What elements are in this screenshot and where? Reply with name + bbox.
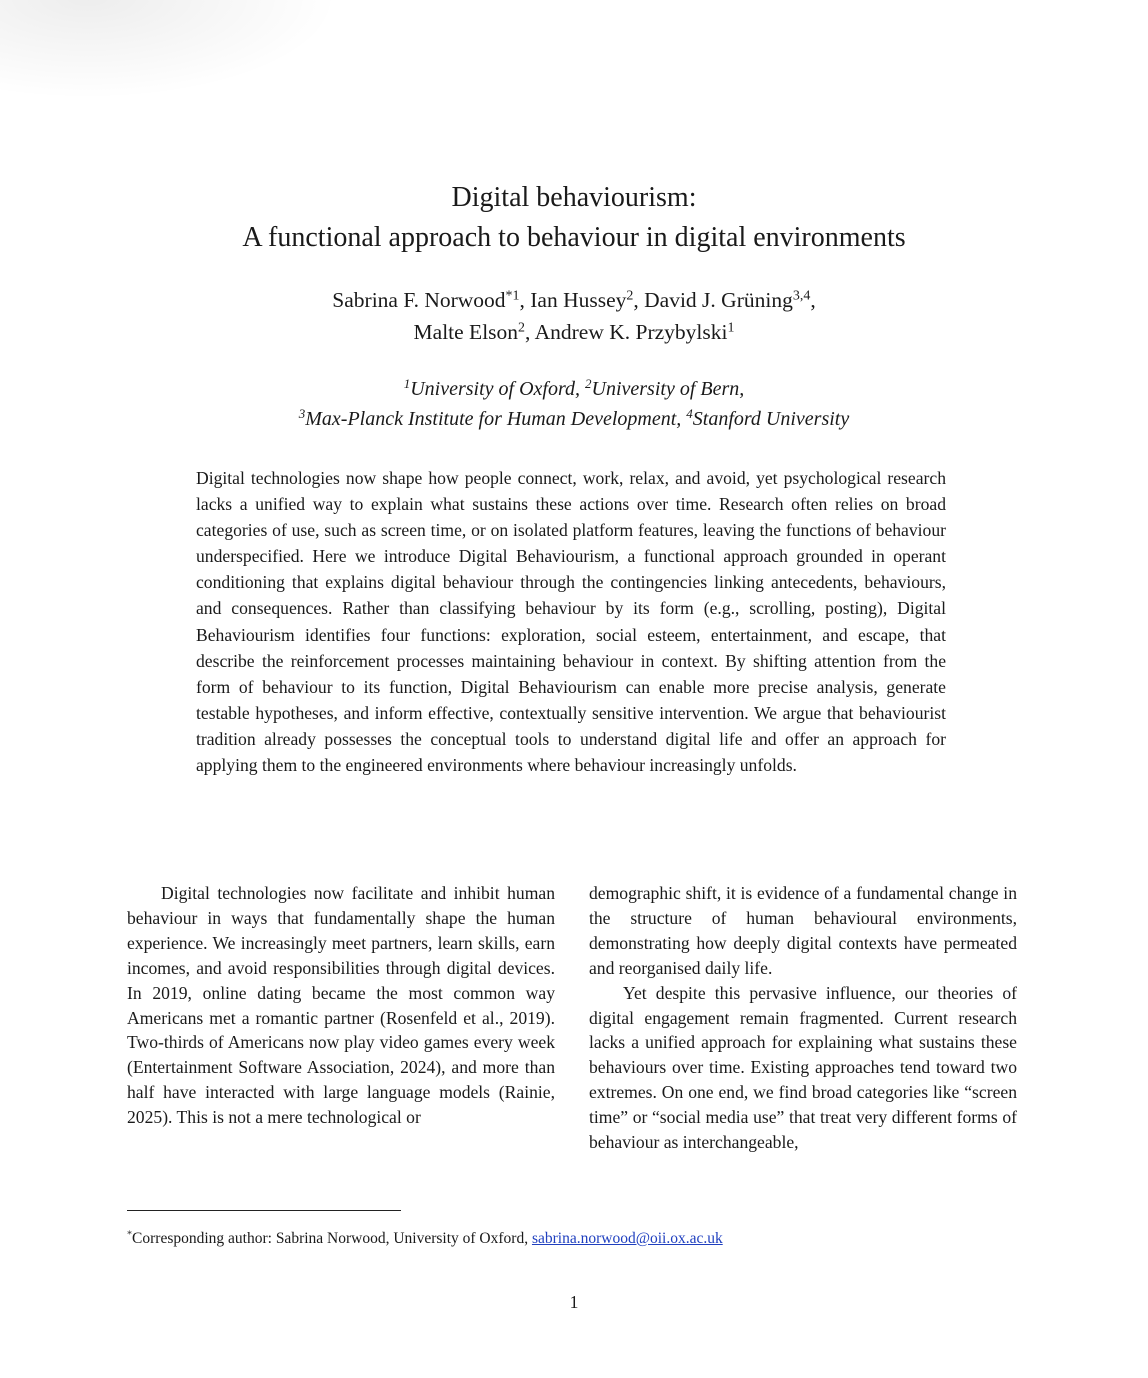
author-list: Sabrina F. Norwood$^{*1}$, Ian Hussey$^2$, David J. Grüning$^{3,4}$, Malte Elson$^2$, Andrew K. Przybylski$^1$ <box>332 288 816 344</box>
affil-name: University of Bern <box>591 378 740 400</box>
author-sup: 2 <box>626 288 634 304</box>
abstract: Digital technologies now shape how people connect, work, relax, and avoid, yet psychological research lacks a unified way to explain what sustains these actions over time. Research often relies on broad categories of use, such as screen time, or on isolated platform features, leaving the functions of behaviour underspecified. Here we introduce Digital Behaviourism, a functional approach grounded in operant conditioning that explains digital behaviour through the contingencies linking antecedents, behaviours, and consequences. Rather than classifying behaviour by its form (e.g., scrolling, posting), Digital Behaviourism identifies four functions: exploration, social esteem, entertainment, and escape, that describe the reinforcement processes maintaining behaviour in context. By shifting attention from the form of behaviour to its function, Digital Behaviourism can enable more precise analysis, generate testable hypotheses, and inform effective, contextually sensitive intervention. We argue that behaviourist tradition already possesses the conceptual tools to understand digital life and offer an approach for applying them to the engineered environments where behaviour increasingly unfolds. <box>196 468 946 776</box>
affil-name: University of Oxford <box>410 378 576 400</box>
body-paragraph: Yet despite this pervasive influence, our theories of digital engagement remain fragmented. Current research lacks a unified approach for explaining what sustains these behaviours over time. Existing approaches tend toward two extremes. On one end, we find broad categories like “screen time” or “social media use” that treat very different forms of behaviour as interchangeable, <box>589 982 1017 1153</box>
affil-name: Stanford University <box>692 408 850 430</box>
author-name: David J. Grüning <box>644 288 793 312</box>
footnote <box>127 1228 1027 1250</box>
author-name: Malte Elson <box>413 320 519 344</box>
body-column-right <box>589 881 1017 1155</box>
body-column-left <box>127 881 555 1130</box>
affil-sup: 2 <box>585 375 592 391</box>
page-shadow <box>0 0 340 100</box>
affil-sup: 1 <box>403 375 411 391</box>
author-name: Sabrina F. Norwood <box>332 288 506 312</box>
body-paragraph: demographic shift, it is evidence of a fundamental change in the structure of human behavioural environments, demonstrating how deeply digital contexts have permeated and reorganised daily life. <box>589 883 1017 978</box>
paper-title <box>0 178 1148 258</box>
affiliation-list: $^1$University of Oxford, $^2$University of Bern, $^3$Max-Planck Institute for Human Development, $^4$Stanford University <box>298 375 850 430</box>
affil-sup: 4 <box>686 405 693 421</box>
author-sup: 2 <box>518 320 526 336</box>
footnote-rule <box>127 1210 401 1211</box>
footnote-text: Corresponding author: Sabrina Norwood, University of Oxford, <box>132 1230 532 1247</box>
affil-name: Max-Planck Institute for Human Development <box>305 408 677 430</box>
author-sup: *1 <box>505 288 520 304</box>
affil-sup: 3 <box>298 405 306 421</box>
page-number: 1 <box>569 1292 579 1312</box>
author-name: Ian Hussey <box>530 288 627 312</box>
author-name: Andrew K. Przybylski <box>534 320 728 344</box>
author-sup: 3,4 <box>792 288 811 304</box>
author-sup: 1 <box>727 320 735 336</box>
corresponding-email-link[interactable]: sabrina.norwood@oii.ox.ac.uk <box>531 1230 723 1247</box>
footnote-marker: * <box>127 1229 133 1241</box>
body-paragraph: Digital technologies now facilitate and inhibit human behaviour in ways that fundamentally shape the human experience. We increasingly meet partners, learn skills, earn incomes, and avoid responsibilities through digital devices. In 2019, online dating became the most common way Americans met a romantic partner (Rosenfeld et al., 2019). Two-thirds of Americans now play video games every week (Entertainment Software Association, 2024), and more than half have interacted with large language models (Rainie, 2025). This is not a mere technological or <box>127 883 555 1128</box>
title-line-2: A functional approach to behaviour in digital environments <box>242 222 906 253</box>
title-line-1: Digital behaviourism: <box>451 182 697 213</box>
